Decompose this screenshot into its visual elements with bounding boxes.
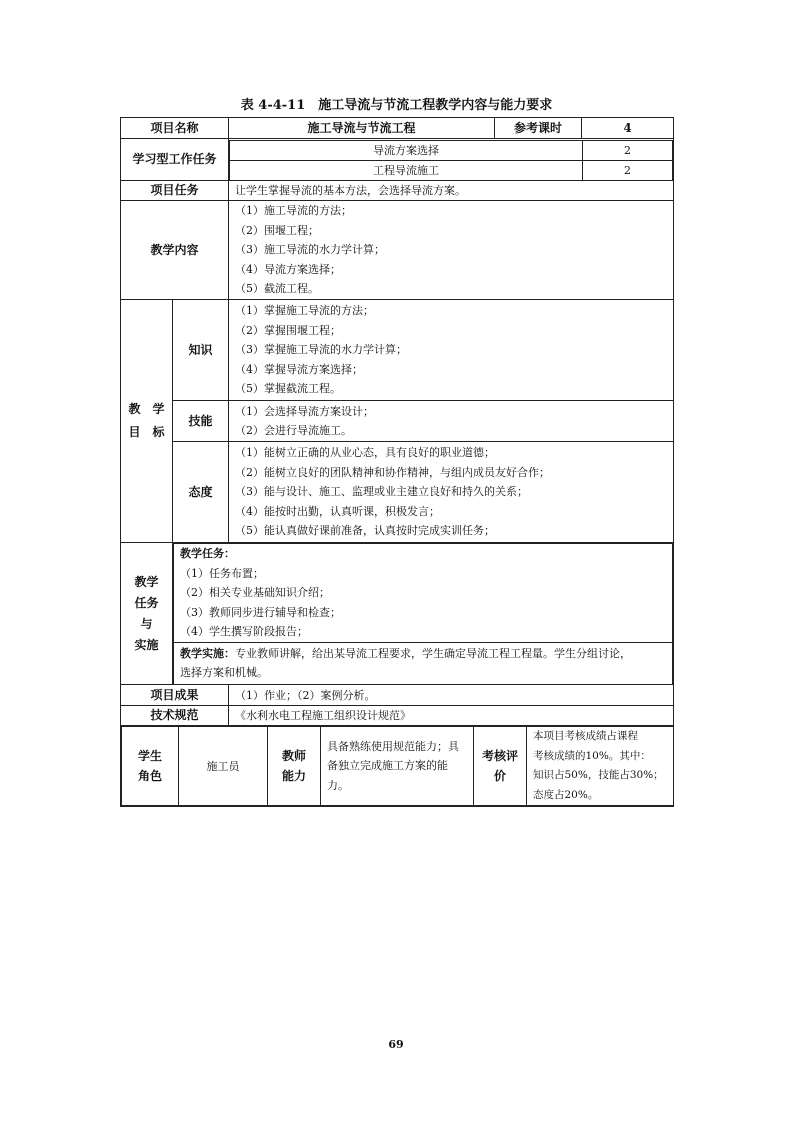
page-number: 69 <box>388 1038 404 1051</box>
knowledge-row <box>121 300 674 401</box>
outcome-text: （1）作业；（2）案例分析。 <box>229 685 674 706</box>
attitude-row <box>121 442 674 543</box>
list-item: （1）能树立正确的从业心态，具有良好的职业道德； <box>235 446 496 460</box>
teaching-implementation: 教学实施：专业教师讲解，给出某导流工程要求，学生确定导流工程工程量。学生分组讨论， 选择方案和机械。 <box>174 642 673 684</box>
tasks-label: 学习型工作任务 <box>121 139 229 181</box>
content-label: 教学内容 <box>121 201 229 300</box>
list-item: （2）会进行导流施工。 <box>235 424 353 437</box>
teacher-ability: 具备熟练使用规范能力；具 备独立完成施工方案的能 力。 <box>321 727 474 806</box>
attitude-label: 态度 <box>173 442 229 543</box>
standard-row <box>121 706 674 726</box>
list-item: （4）掌握导流方案选择； <box>235 362 364 376</box>
list-item: （2）围堰工程； <box>235 223 320 237</box>
skill-list <box>229 401 674 442</box>
project-name: 施工导流与节流工程 <box>229 118 495 139</box>
project-task-row <box>121 181 674 201</box>
list-item: （1）会选择导流方案设计； <box>235 404 375 418</box>
footer-grid <box>121 726 673 806</box>
list-item: （2）掌握围堰工程； <box>235 323 342 337</box>
objectives-label: 教 学 目 标 <box>121 300 173 543</box>
tasks-row <box>121 139 674 181</box>
skill-label: 技能 <box>173 401 229 442</box>
list-item: （5）能认真做好课前准备，认真按时完成实训任务； <box>235 524 496 538</box>
implementation-details <box>173 543 673 684</box>
skill-row <box>121 401 674 442</box>
project-task-label: 项目任务 <box>121 181 229 201</box>
list-item: （2）相关专业基础知识介绍； <box>180 586 330 599</box>
ref-hours: 4 <box>582 118 674 139</box>
list-item: （1）掌握施工导流的方法； <box>235 304 375 318</box>
teaching-tasks <box>174 544 673 643</box>
content-row <box>121 201 674 300</box>
project-name-label: 项目名称 <box>121 118 229 139</box>
knowledge-label: 知识 <box>173 300 229 401</box>
standard-text: 《水利水电工程施工组织设计规范》 <box>229 706 674 726</box>
task-name: 导流方案选择 <box>230 140 583 160</box>
teaching-table <box>120 117 674 807</box>
list-item: （5）截流工程。 <box>235 282 320 296</box>
project-task-text: 让学生掌握导流的基本方法，会选择导流方案。 <box>229 181 674 201</box>
list-item: （5）掌握截流工程。 <box>235 382 342 396</box>
attitude-list <box>229 442 674 543</box>
header-row <box>121 118 674 139</box>
student-role-label: 学生 角色 <box>122 727 179 806</box>
list-item: （3）能与设计、施工、监理或业主建立良好和持久的关系； <box>235 485 529 499</box>
knowledge-list <box>229 300 674 401</box>
list-item: （1）施工导流的方法； <box>235 204 353 218</box>
list-item: （3）教师同步进行辅导和检查； <box>180 605 341 619</box>
task-hours: 2 <box>583 140 673 160</box>
task-name: 工程导流施工 <box>230 160 583 180</box>
outcome-row <box>121 685 674 706</box>
table-title: 表 4-4-11 施工导流与节流工程教学内容与能力要求 <box>240 98 553 113</box>
ref-hours-label: 参考课时 <box>495 118 582 139</box>
list-item: （3）掌握施工导流的水力学计算； <box>235 343 408 357</box>
list-item: （4）能按时出勤，认真听课，积极发言； <box>235 504 441 518</box>
task-hours: 2 <box>583 160 673 180</box>
teaching-tasks-title: 教学任务： <box>180 547 235 560</box>
tasks-list <box>229 140 673 180</box>
standard-label: 技术规范 <box>121 706 229 726</box>
teacher-ability-label: 教师 能力 <box>268 727 321 806</box>
list-item: （1）任务布置； <box>180 566 264 580</box>
implementation-row <box>121 543 674 685</box>
implementation-label: 教学 任务 与 实施 <box>121 543 173 685</box>
list-item: （2）能树立良好的团队精神和协作精神，与组内成员友好合作； <box>235 465 551 479</box>
assessment-label: 考核评 价 <box>474 727 527 806</box>
teaching-implementation-title: 教学实施： <box>180 646 235 660</box>
footer-row <box>121 726 674 807</box>
content-list <box>229 201 674 300</box>
outcome-label: 项目成果 <box>121 685 229 706</box>
assessment: 本项目考核成绩占课程 考核成绩的10%。其中： 知识占50%，技能占30%； 态度占20%。 <box>527 727 674 806</box>
list-item: （4）导流方案选择； <box>235 262 342 276</box>
list-item: （4）学生撰写阶段报告； <box>180 625 308 638</box>
student-role: 施工员 <box>179 727 268 806</box>
list-item: （3）施工导流的水力学计算； <box>235 243 386 257</box>
